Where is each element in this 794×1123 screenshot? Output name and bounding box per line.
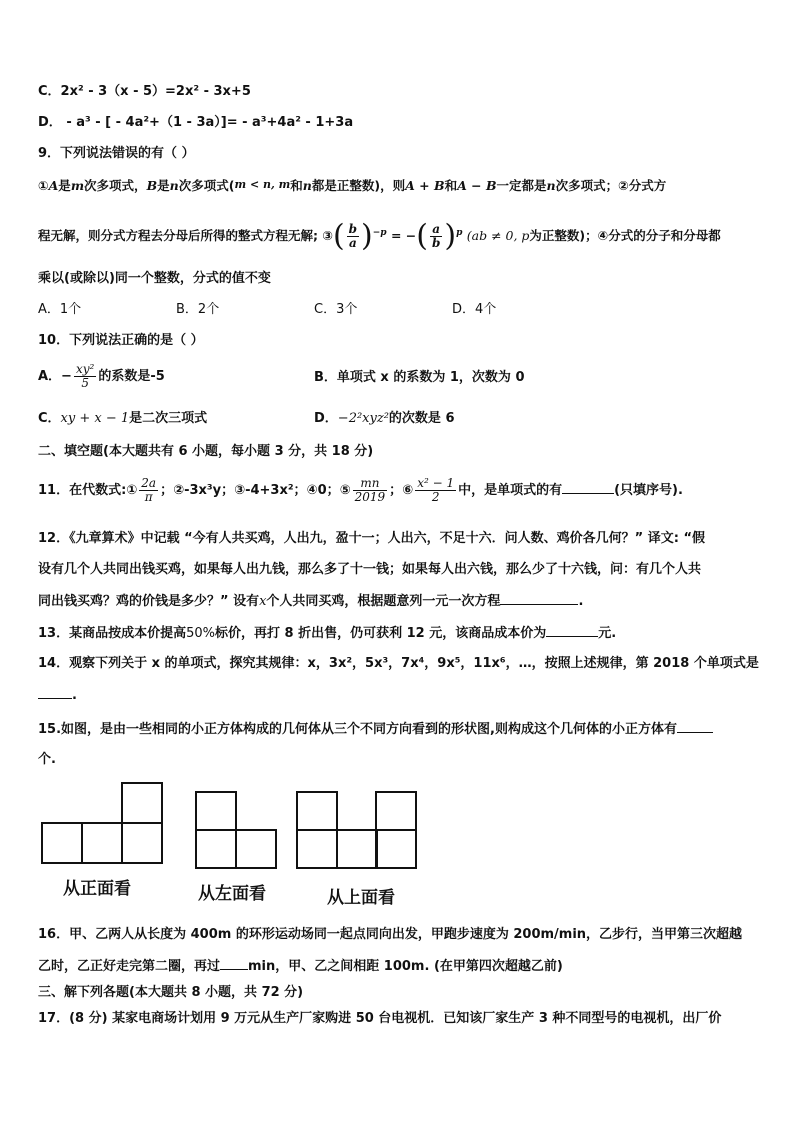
q9-text: 和 bbox=[444, 178, 458, 193]
top-cube bbox=[297, 792, 337, 830]
q13-line bbox=[38, 624, 764, 643]
q10-c-suffix: 是二次三项式 bbox=[129, 411, 208, 426]
frac-den: b bbox=[432, 236, 441, 251]
q13-text: 13．某商品按成本价提高 bbox=[38, 626, 187, 641]
frac-num: 2a bbox=[141, 476, 157, 490]
q11-line bbox=[38, 473, 764, 509]
q9-line-1 bbox=[38, 176, 764, 195]
q14-text: . bbox=[72, 688, 77, 703]
frac-den: 2 bbox=[431, 490, 440, 504]
q11-text: ；⑥ bbox=[389, 483, 414, 498]
frac-num: a bbox=[430, 223, 442, 237]
q16-text: 乙时，乙正好走完第二圈，再过 bbox=[38, 959, 221, 974]
q9-option-b: B．2个 bbox=[176, 302, 220, 317]
q12-text: 个人共同买鸡，根据题意列一元一次方程 bbox=[266, 594, 501, 609]
q11-text: 11．在代数式:① bbox=[38, 483, 138, 498]
fraction-mn-over-2019 bbox=[353, 477, 388, 504]
q9-text: ① bbox=[38, 178, 49, 193]
q9-math: n bbox=[169, 178, 179, 193]
q11-text: ；②-3x³y；③-4+3x²；④0；⑤ bbox=[160, 483, 351, 498]
q10-option-b: B．单项式 x 的系数为 1，次数为 0 bbox=[314, 370, 525, 385]
q10-option-d bbox=[314, 410, 455, 428]
answer-blank[interactable] bbox=[677, 720, 713, 733]
section-2-heading: 二、填空题(本大题共有 6 小题，每小题 3 分，共 18 分) bbox=[38, 444, 374, 459]
left-cube bbox=[196, 830, 236, 868]
q9-option-d: D．4个 bbox=[452, 302, 497, 317]
frac-den: π bbox=[144, 490, 153, 504]
q16-line-2 bbox=[38, 957, 764, 976]
section-3-heading: 三、解下列各题(本大题共 8 小题，共 72 分) bbox=[38, 985, 304, 1000]
q10-d-math: −2²xyz² bbox=[337, 411, 389, 426]
frac-num: mn bbox=[353, 477, 388, 491]
q9-text: 程无解，则分式方程去分母后所得的整式方程无解; ③ bbox=[38, 228, 333, 244]
q9-text: 次多项式( bbox=[178, 178, 235, 193]
q12-line-2: 设有几个人共同出钱买鸡，如果每人出九钱，那么多了十一钱；如果每人出六钱，那么少了十六钱，问：有几个人共 bbox=[38, 562, 702, 577]
q12-text: . bbox=[578, 594, 584, 609]
exponent: −p bbox=[372, 228, 387, 238]
q9-text: 是 bbox=[58, 178, 71, 193]
condition: (ab ≠ 0, p bbox=[466, 228, 530, 244]
q10-a-suffix: 的系数是-5 bbox=[98, 369, 165, 384]
q10-d-suffix: 的次数是 6 bbox=[388, 411, 455, 426]
q9-text: 次多项式；②分式方 bbox=[555, 178, 667, 193]
exponent: p bbox=[456, 228, 463, 238]
frac-den: 2019 bbox=[354, 490, 386, 504]
front-view-label: 从正面看 bbox=[63, 879, 131, 899]
q9-line-2 bbox=[38, 216, 764, 254]
q9-math: n bbox=[546, 178, 556, 193]
top-cube bbox=[337, 830, 377, 868]
answer-blank[interactable] bbox=[220, 957, 248, 970]
frac-den: a bbox=[348, 236, 357, 251]
answer-blank[interactable] bbox=[500, 592, 578, 605]
q16-line-1: 16．甲、乙两人从长度为 400m 的环形运动场同一起点同向出发，甲跑步速度为 200m/min，乙步行，当甲第三次超越 bbox=[38, 927, 743, 942]
q11-text: (只填序号). bbox=[614, 483, 683, 498]
front-cube bbox=[42, 823, 82, 863]
q10-d-prefix: D． bbox=[314, 411, 338, 426]
q10-a-prefix: A．− bbox=[38, 369, 72, 384]
q14-line-2 bbox=[38, 686, 764, 705]
q9-text: 一定都是 bbox=[496, 178, 547, 193]
top-cube bbox=[376, 792, 416, 830]
q16-text: min，甲、乙之间相距 100m. (在甲第四次超越乙前) bbox=[248, 959, 563, 974]
top-view-label: 从上面看 bbox=[327, 888, 395, 908]
left-view-label: 从左面看 bbox=[198, 884, 266, 904]
frac-num: xy² bbox=[75, 362, 95, 376]
q9-line-3: 乘以(或除以)同一个整数，分式的值不变 bbox=[38, 271, 271, 286]
paren-open: ( bbox=[332, 218, 345, 254]
q9-option-c: C．3个 bbox=[314, 302, 358, 317]
frac-den: 5 bbox=[81, 376, 89, 390]
left-cube bbox=[236, 830, 276, 868]
q15-text: 15.如图，是由一些相同的小正方体构成的几何体从三个不同方向看到的形状图,则构成这个几何体的小正方体有 bbox=[38, 722, 677, 737]
fraction-xy2-over-5 bbox=[74, 363, 96, 390]
q9-text: 次多项式， bbox=[84, 178, 147, 193]
front-cube bbox=[82, 823, 122, 863]
q9-math: A − B bbox=[457, 178, 497, 193]
paren-close: ) bbox=[361, 218, 373, 254]
q9-math: A bbox=[48, 178, 59, 193]
q10-c-prefix: C． bbox=[38, 411, 61, 426]
left-cube bbox=[196, 792, 236, 830]
q10-option-a bbox=[38, 362, 165, 392]
q10-c-math: xy + x − 1 bbox=[60, 411, 130, 426]
q12-math: x bbox=[259, 594, 267, 609]
q12-line-3 bbox=[38, 592, 764, 611]
top-cube bbox=[297, 830, 337, 868]
answer-blank[interactable] bbox=[562, 481, 614, 494]
q11-text: 中，是单项式的有 bbox=[458, 483, 563, 498]
q9-math: A + B bbox=[405, 178, 445, 193]
q9-text: 都是正整数)，则 bbox=[311, 178, 406, 193]
paren-close: ) bbox=[444, 218, 457, 254]
frac-num: x² − 1 bbox=[417, 476, 455, 490]
fraction-x2-1-over-2 bbox=[415, 477, 456, 504]
fraction-a-over-b bbox=[430, 223, 442, 250]
three-view-figure bbox=[40, 780, 420, 870]
q8-option-c: C．2x² - 3（x - 5）=2x² - 3x+5 bbox=[38, 84, 251, 99]
q15-line-1 bbox=[38, 720, 764, 739]
fraction-b-over-a bbox=[347, 223, 359, 250]
q14-line-1: 14．观察下列关于 x 的单项式，探究其规律：x，3x²，5x³，7x⁴，9x⁵，11x⁶，…，按照上述规律，第 2018 个单项式是 bbox=[38, 656, 759, 671]
q9-text: 是 bbox=[157, 178, 170, 193]
fraction-2a-over-pi bbox=[139, 477, 158, 504]
paren-open: ( bbox=[416, 218, 428, 254]
q12-line-1: 12．《九章算术》中记载 “今有人共买鸡，人出九，盈十一；人出六，不足十六．问人数、鸡价各几何？” 译文: “假 bbox=[38, 531, 705, 546]
q13-text: 元. bbox=[598, 626, 617, 641]
q12-text: 同出钱买鸡？鸡的价钱是多少？” 设有 bbox=[38, 594, 260, 609]
front-cube bbox=[122, 783, 162, 823]
q17-line-1: 17．(8 分) 某家电商场计划用 9 万元从生产厂家购进 50 台电视机．已知该厂家生产 3 种不同型号的电视机，出厂价 bbox=[38, 1011, 722, 1026]
q9-math: m < n, m bbox=[234, 178, 291, 191]
q9-math: m bbox=[70, 178, 85, 193]
q9-text: 为正整数)；④分式的分子和分母都 bbox=[529, 228, 721, 244]
q8-option-d: D． - a³ - [ - 4a²+（1 - 3a）]= - a³+4a² - 1+3a bbox=[38, 115, 354, 130]
q10-option-c bbox=[38, 410, 207, 428]
top-cube bbox=[376, 830, 416, 868]
q13-percent: 50% bbox=[186, 626, 215, 641]
frac-num: b bbox=[348, 222, 358, 237]
q9-option-a: A．1个 bbox=[38, 302, 82, 317]
answer-blank[interactable] bbox=[38, 686, 72, 699]
q13-text: 标价，再打 8 折出售，仍可获利 12 元，该商品成本价为 bbox=[215, 626, 547, 641]
q10-stem: 10．下列说法正确的是（ ） bbox=[38, 333, 204, 348]
q9-text: 和 bbox=[290, 178, 303, 193]
answer-blank[interactable] bbox=[546, 624, 598, 637]
q9-math: B bbox=[146, 178, 158, 193]
equals-minus: = − bbox=[390, 228, 417, 244]
q9-stem: 9．下列说法错误的有（ ） bbox=[38, 146, 195, 161]
front-cube bbox=[122, 823, 162, 863]
q15-line-2: 个. bbox=[38, 752, 56, 767]
q9-math: n bbox=[302, 178, 312, 193]
